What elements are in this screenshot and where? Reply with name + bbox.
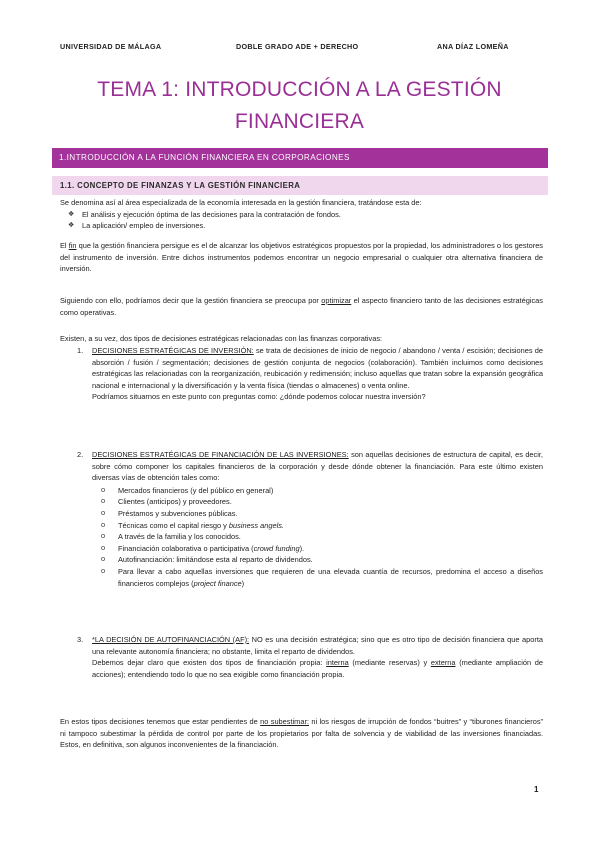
fin-lead: El <box>60 241 69 250</box>
item-extra-end: (mediante ampliación de acciones); entendiendo todo lo que no sea exigible como financiación propia. <box>92 658 544 679</box>
source-emphasis: crowd funding <box>253 543 300 553</box>
section-heading: 1.INTRODUCCIÓN A LA FUNCIÓN FINANCIERA EN CORPORACIONES <box>52 148 548 168</box>
item-text: son aquellas decisiones de estructura de capital, es decir, sobre cómo componer los capitales financieros de la corporación y desde dónde obtener la financiación. Para este último existen diversas vías de obtención tales como: <box>92 450 543 483</box>
financing-source-item: o Clientes (anticipos) y proveedores. <box>92 496 543 508</box>
decision-item-self-financing <box>60 634 543 680</box>
item-title: *LA DECISIÓN DE AUTOFINANCIACIÓN (AF): <box>92 635 250 644</box>
financing-sources-list <box>92 485 543 589</box>
decision-item-investment <box>60 345 543 403</box>
financing-source-item: o Mercados financieros (y del público en general) <box>92 485 543 497</box>
fin-paragraph <box>60 240 543 275</box>
header-degree: DOBLE GRADO ADE + DERECHO <box>236 42 359 51</box>
financing-source-item: o Préstamos y subvenciones públicas. <box>92 508 543 520</box>
item-number: 3. <box>77 635 84 644</box>
item-extra: Podríamos situarnos en este punto con preguntas como: ¿dónde podemos colocar nuestra inversión? <box>92 392 426 402</box>
intro-block <box>60 197 543 232</box>
intro-bullet: ❖ El análisis y ejecución óptima de las decisiones para la contratación de fondos. <box>60 209 543 221</box>
financing-source-item: o A través de la familia y los conocidos. <box>92 531 543 543</box>
source-text: Financiación colaborativa o participativa ( <box>118 543 254 553</box>
externa-keyword: externa <box>430 658 456 668</box>
decision-list <box>60 345 543 403</box>
subsection-heading: 1.1. CONCEPTO DE FINANZAS Y LA GESTIÓN FINANCIERA <box>52 176 548 195</box>
closing-keyword: no subestimar: <box>260 717 309 726</box>
item-number: 1. <box>77 346 84 355</box>
financing-source-item <box>92 520 543 532</box>
intro-bullet: ❖ La aplicación/ empleo de inversiones. <box>60 220 543 232</box>
item-number: 2. <box>77 450 84 459</box>
item-extra-lead: Debemos dejar claro que existen dos tipos de financiación propia: <box>92 658 327 668</box>
source-text: Para llevar a cabo aquellas inversiones que requieren de una elevada cuantía de recursos, predomina el acceso a diseños financieros complejos ( <box>118 566 543 588</box>
intro-bullet-list <box>60 209 543 232</box>
item-title: DECISIONES ESTRATÉGICAS DE INVERSIÓN: <box>92 346 254 355</box>
page-title <box>60 74 539 138</box>
closing-rest: ni los riesgos de irrupción de fondos “buitres” y “tiburones financieros” ni tampoco subestimar la pérdida de control por parte de los propietarios por falta de solvencia y de viabilidad de las inversiones financiadas. Estos, en definitiva, son algunos inconvenientes de la financiación. <box>60 717 544 750</box>
header-university: UNIVERSIDAD DE MÁLAGA <box>60 42 162 51</box>
intro-text: Se denomina así al área especializada de la economía interesada en la gestión financiera, tratándose esta de: <box>60 198 422 207</box>
decision-item-financing <box>60 449 543 589</box>
source-emphasis: project finance <box>193 578 242 588</box>
closing-paragraph <box>60 716 543 751</box>
source-after: ) <box>241 578 245 588</box>
optimize-rest: el aspecto financiero tanto de las decisiones estratégicas como operativas. <box>60 296 543 317</box>
decision-list <box>60 634 543 680</box>
page-number: 1 <box>534 785 539 794</box>
financing-source-item <box>92 543 543 555</box>
optimize-paragraph <box>60 295 543 318</box>
fin-keyword: fin <box>68 241 77 250</box>
source-text: Técnicas como el capital riesgo y <box>118 520 229 530</box>
source-emphasis: business angels. <box>228 520 284 530</box>
optimize-lead: Siguiendo con ello, podríamos decir que la gestión financiera se preocupa por <box>60 296 322 305</box>
fin-rest: que la gestión financiera persigue es el de alcanzar los objetivos estratégicos propuestos por la propiedad, los administradores o los gestores del instrumento de inversión. Entre dichos instrumentos podemos encontrar un negocio empresarial o cualquier otra alternativa financiera de inversión. <box>60 241 543 274</box>
closing-lead: En estos tipos decisiones tenemos que estar pendientes de <box>60 717 261 726</box>
source-after: ). <box>299 543 305 553</box>
item-extra-mid: (mediante reservas) y <box>348 658 431 668</box>
title-line-1: TEMA 1: INTRODUCCIÓN A LA GESTIÓN <box>97 78 502 101</box>
item-text: NO es una decisión estratégica; sino que es otro tipo de decisión financiera que aporta una relevante autonomía financiera; no obstante, limita el reparto de dividendos. <box>92 635 544 656</box>
types-intro: Existen, a su vez, dos tipos de decisiones estratégicas relacionadas con las finanzas corporativas: <box>60 334 383 343</box>
optimize-keyword: optimizar <box>321 296 352 305</box>
item-text: se trata de decisiones de inicio de negocio / abandono / venta / escisión; decisiones de absorción / fusión / segmentación; decisiones de gestión conjunta de negocios (colaboración). También incluimos como decisiones estratégicas las relacionadas con la reorganización, reubicación y redimensión; incluso aquellas que tratan sobre la expansión geográfica nacional e internacional y la diversificación y la venta física (tiendas o almacenes) o venta online. <box>92 346 544 390</box>
financing-source-item: o Autofinanciación: limitándose esta al reparto de dividendos. <box>92 554 543 566</box>
title-line-2: FINANCIERA <box>234 110 365 133</box>
header-author: ANA DÍAZ LOMEÑA <box>437 42 509 51</box>
decision-list <box>60 449 543 589</box>
item-title: DECISIONES ESTRATÉGICAS DE FINANCIACIÓN DE LAS INVERSIONES: <box>92 450 349 459</box>
financing-source-item <box>92 566 543 589</box>
interna-keyword: interna <box>326 658 349 668</box>
